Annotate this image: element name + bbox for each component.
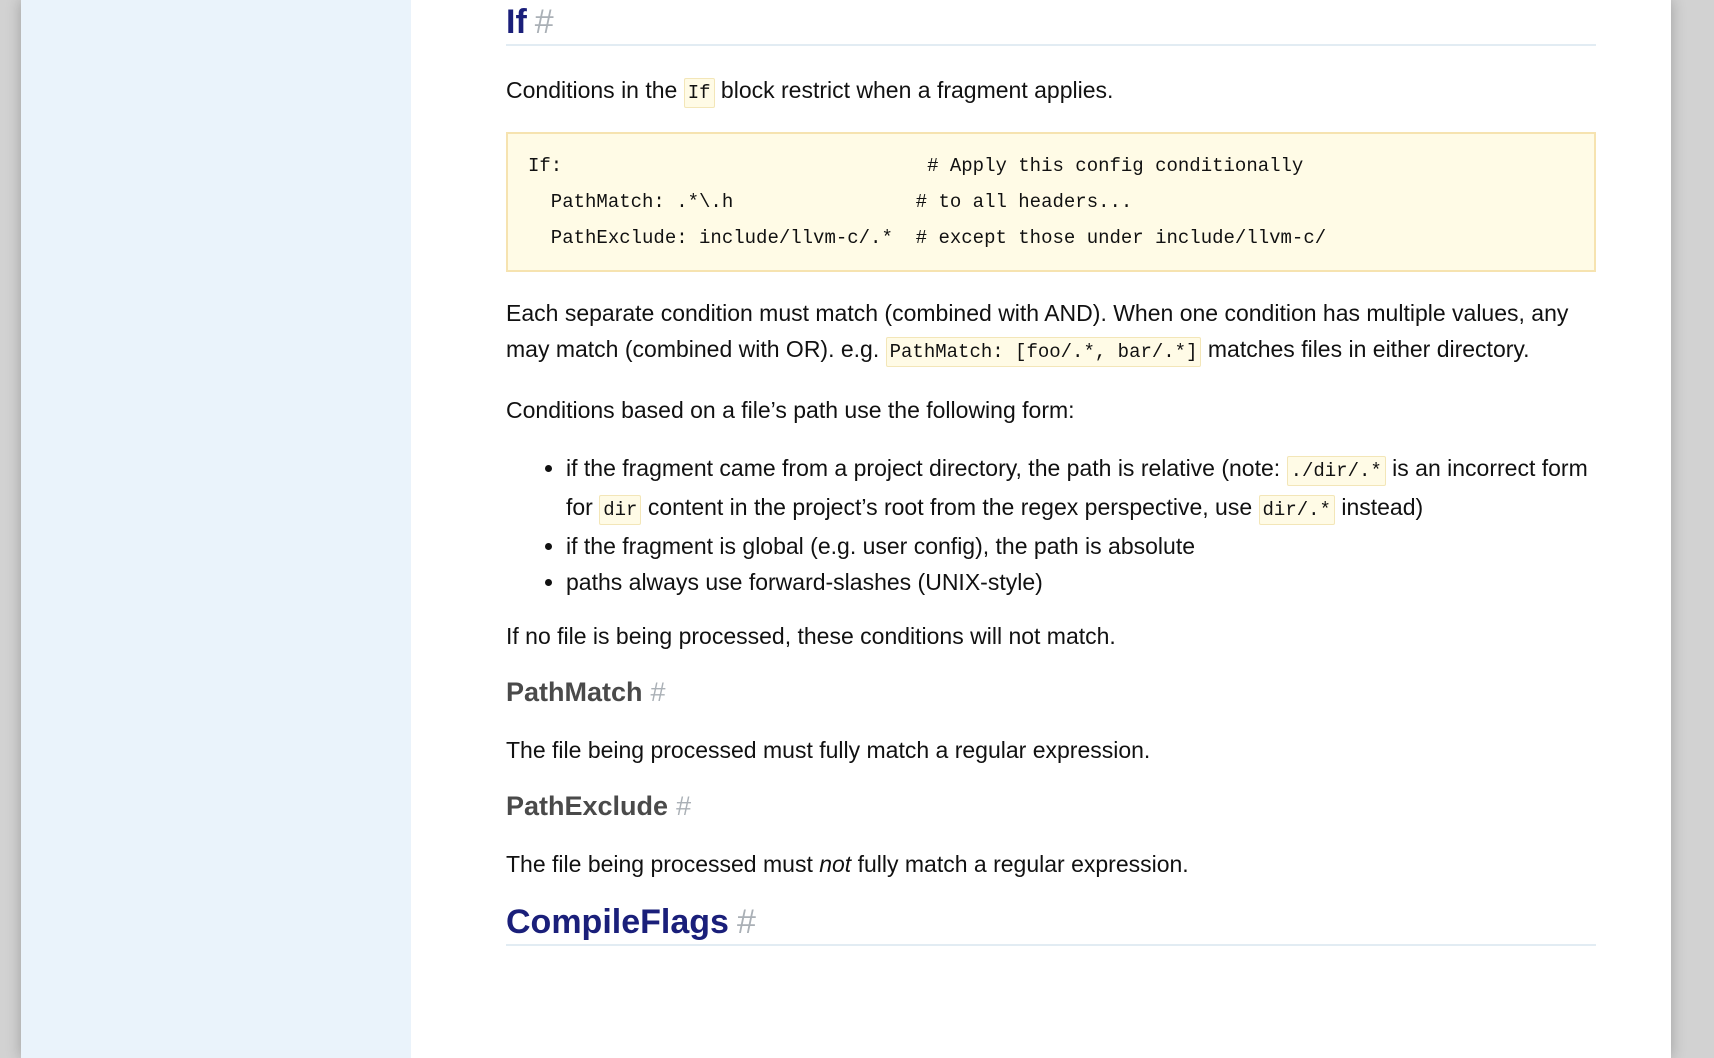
path-rules-list: [506, 450, 1596, 600]
code-line-1: If: # Apply this config conditionally: [528, 155, 1304, 177]
inline-code-dir-right: dir/.*: [1259, 495, 1335, 525]
if-code-block: [506, 132, 1596, 272]
sidebar: [21, 0, 411, 1058]
pathmatch-paragraph: The file being processed must fully match a regular expression.: [506, 737, 1151, 763]
heading-if-anchor-link[interactable]: #: [534, 3, 554, 41]
path-form-paragraph: Conditions based on a file’s path use the following form:: [506, 397, 1075, 423]
page: [21, 0, 1671, 1058]
heading-if: [506, 0, 1596, 46]
heading-pathmatch-text: PathMatch: [506, 677, 643, 707]
heading-pathmatch-anchor-link[interactable]: #: [650, 677, 666, 707]
heading-pathexclude: [506, 788, 1596, 824]
inline-code-dir: dir: [599, 495, 641, 525]
heading-if-text: If: [506, 3, 527, 41]
inline-code-if: If: [684, 78, 715, 108]
inline-code-pathmatch-example: PathMatch: [foo/.*, bar/.*]: [886, 337, 1202, 367]
heading-compileflags-anchor-link[interactable]: #: [736, 903, 756, 941]
heading-pathexclude-text: PathExclude: [506, 791, 669, 821]
pathexclude-paragraph: The file being processed must not fully match a regular expression.: [506, 851, 1189, 877]
list-item: • if the fragment is global (e.g. user config), the path is absolute: [566, 528, 1596, 564]
list-item: • paths always use forward-slashes (UNIX-style): [566, 564, 1596, 600]
combine-paragraph: Each separate condition must match (combined with AND). When one condition has multiple values, any may match (combined with OR). e.g. PathMatch: [foo/.*, bar/.*] matches files in either directory.: [506, 295, 1596, 370]
heading-pathexclude-anchor-link[interactable]: #: [676, 791, 692, 821]
inline-code-dir-wrong: ./dir/.*: [1287, 456, 1386, 486]
code-line-2: PathMatch: .*\.h # to all headers...: [528, 191, 1133, 213]
if-intro-paragraph: Conditions in the If block restrict when a fragment applies.: [506, 72, 1596, 111]
heading-compileflags: [506, 900, 1596, 946]
no-file-paragraph: If no file is being processed, these conditions will not match.: [506, 623, 1116, 649]
list-item: • if the fragment came from a project directory, the path is relative (note: ./dir/.* is an incorrect form for dir content in the project’s root from the regex perspective, use dir/.* instead): [566, 450, 1596, 528]
heading-compileflags-text: CompileFlags: [506, 903, 729, 941]
heading-pathmatch: [506, 674, 1596, 710]
code-line-3: PathExclude: include/llvm-c/.* # except those under include/llvm-c/: [528, 227, 1327, 249]
main-content: [506, 0, 1596, 946]
